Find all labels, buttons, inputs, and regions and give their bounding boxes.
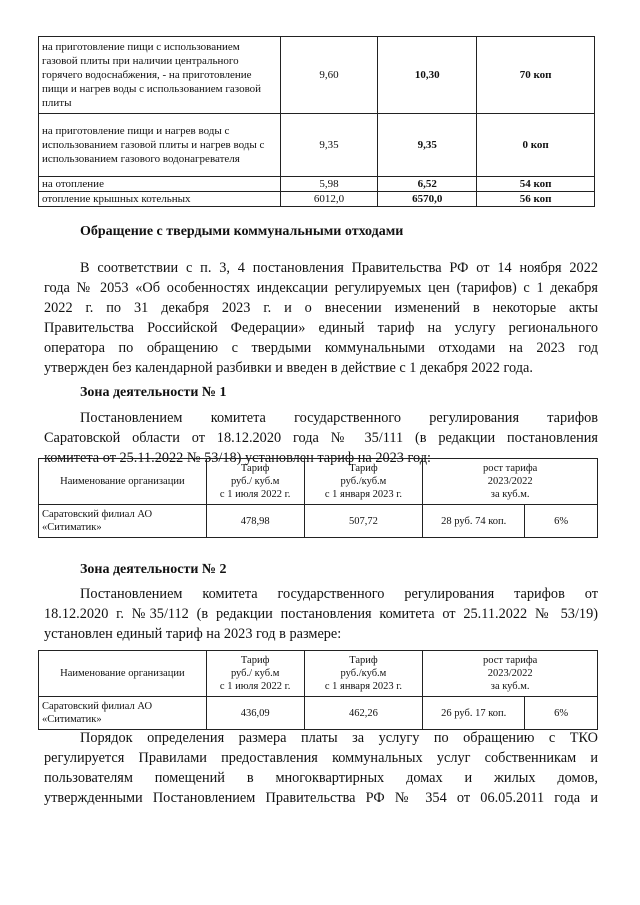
header-line: с 1 января 2023 г. <box>324 489 403 500</box>
paragraph-line: установлен единый тариф на 2023 год в размере: <box>44 626 342 642</box>
closing-paragraph <box>44 728 598 808</box>
row-description: отопление крышных котельных <box>39 192 281 207</box>
header-line: рост тарифа <box>482 463 538 474</box>
table-row <box>39 192 595 207</box>
waste-section-heading: Обращение с твердыми коммунальными отходами <box>80 224 404 239</box>
header-line: руб./куб.м <box>340 476 387 487</box>
paragraph-line: Правительства Российской Федерации» единый тариф на услугу регионального <box>44 320 598 336</box>
header-line: за куб.м. <box>490 681 530 692</box>
growth-cell: 0 коп <box>477 114 595 177</box>
org-line: Саратовский филиал АО <box>42 509 153 520</box>
paragraph-line: пользователям помещений в многоквартирных домах и жилых домов, <box>44 770 598 786</box>
row-description: на приготовление пищи с использованием газовой плиты при наличии центрального горячего водоснабжения, - на приготовление пищи и нагрев воды с использованием газовой плиты <box>39 37 281 114</box>
table-row <box>39 177 595 192</box>
zone1-tariff-table <box>38 458 598 538</box>
paragraph-line: Постановлением комитета государственного регулирования тарифов <box>80 410 598 426</box>
table-header-row <box>39 459 598 505</box>
zone1-heading: Зона деятельности № 1 <box>80 385 227 400</box>
zone2-heading: Зона деятельности № 2 <box>80 562 227 577</box>
header-tariff-2023 <box>304 459 423 505</box>
table-row <box>39 505 598 538</box>
table-row <box>39 114 595 177</box>
paragraph-line: года № 2053 «Об особенностях индексации регулируемых цен (тарифов) с 1 декабря <box>44 280 598 296</box>
new-tariff-cell: 9,35 <box>378 114 477 177</box>
org-line: «Ситиматик» <box>42 522 102 533</box>
row-description: на приготовление пищи и нагрев воды с использованием газовой плиты и нагрев воды с использованием газового водонагревателя <box>39 114 281 177</box>
header-line: с 1 июля 2022 г. <box>219 681 291 692</box>
tariff-2022-cell: 436,09 <box>206 697 304 730</box>
header-line: с 1 января 2023 г. <box>324 681 403 692</box>
header-growth <box>423 651 598 697</box>
header-org: Наименование организации <box>39 459 207 505</box>
old-tariff-cell: 9,60 <box>280 37 378 114</box>
paragraph-line: регулируется Правилами предоставления коммунальных услуг собственникам и <box>44 750 598 766</box>
table-row <box>39 697 598 730</box>
tariff-2022-cell: 478,98 <box>206 505 304 538</box>
tariff-2023-cell: 462,26 <box>304 697 423 730</box>
new-tariff-cell: 10,30 <box>378 37 477 114</box>
growth-abs-cell: 26 руб. 17 коп. <box>423 697 525 730</box>
header-line: Тариф <box>349 655 378 666</box>
header-line: Тариф <box>240 463 270 474</box>
gas-tariff-table <box>38 36 595 207</box>
waste-paragraph <box>44 258 598 378</box>
new-tariff-cell: 6570,0 <box>378 192 477 207</box>
paragraph-line: Саратовской области от 18.12.2020 года № 35/111 (в редакции постановления <box>44 430 598 446</box>
row-description: на отопление <box>39 177 281 192</box>
old-tariff-cell: 9,35 <box>280 114 378 177</box>
header-line: руб./куб.м <box>340 668 387 679</box>
growth-cell: 54 коп <box>477 177 595 192</box>
header-org: Наименование организации <box>39 651 207 697</box>
org-line: «Ситиматик» <box>42 714 102 725</box>
header-line: с 1 июля 2022 г. <box>219 489 291 500</box>
paragraph-line: Порядок определения размера платы за услугу по обращению с ТКО <box>80 730 598 746</box>
header-growth <box>423 459 598 505</box>
growth-cell: 56 коп <box>477 192 595 207</box>
old-tariff-cell: 6012,0 <box>280 192 378 207</box>
header-line: рост тарифа <box>482 655 538 666</box>
header-line: за куб.м. <box>490 489 530 500</box>
paragraph-line: комитета от 25.11.2022 № 53/18) установлен тариф на 2023 год: <box>44 450 431 466</box>
table-row <box>39 37 595 114</box>
tariff-2023-cell: 507,72 <box>304 505 423 538</box>
org-line: Саратовский филиал АО <box>42 701 153 712</box>
org-cell <box>39 505 207 538</box>
header-tariff-2022 <box>206 459 304 505</box>
header-line: руб./ куб.м <box>230 476 280 487</box>
table-header-row <box>39 651 598 697</box>
growth-pct-cell: 6% <box>525 697 598 730</box>
paragraph-line: В соответствии с п. 3, 4 постановления Правительства РФ от 14 ноября 2022 <box>80 260 598 276</box>
paragraph-line: утвержденными Постановлением Правительства РФ № 354 от 06.05.2011 года и <box>44 790 598 806</box>
org-cell <box>39 697 207 730</box>
header-line: 2023/2022 <box>487 668 533 679</box>
growth-cell: 70 коп <box>477 37 595 114</box>
header-line: руб./ куб.м <box>230 668 280 679</box>
paragraph-line: 2022 г. по 31 декабря 2023 г. и о внесении изменений в некоторые акты <box>44 300 598 316</box>
header-line: Тариф <box>349 463 378 474</box>
growth-abs-cell: 28 руб. 74 коп. <box>423 505 525 538</box>
zone2-tariff-table <box>38 650 598 730</box>
zone2-paragraph <box>44 584 598 644</box>
header-tariff-2022 <box>206 651 304 697</box>
paragraph-line: оператора по обращению с твердыми коммунальными отходами на 2023 год <box>44 340 598 356</box>
header-line: Тариф <box>240 655 270 666</box>
old-tariff-cell: 5,98 <box>280 177 378 192</box>
header-line: 2023/2022 <box>487 476 533 487</box>
new-tariff-cell: 6,52 <box>378 177 477 192</box>
paragraph-line: утвержден без календарной разбивки и введен в действие с 1 декабря 2022 года. <box>44 360 533 376</box>
growth-pct-cell: 6% <box>525 505 598 538</box>
paragraph-line: 18.12.2020 г. №35/112 (в редакции постановления комитета от 25.11.2022 № 53/19) <box>44 606 598 622</box>
header-tariff-2023 <box>304 651 423 697</box>
paragraph-line: Постановлением комитета государственного регулирования тарифов от <box>80 586 598 602</box>
